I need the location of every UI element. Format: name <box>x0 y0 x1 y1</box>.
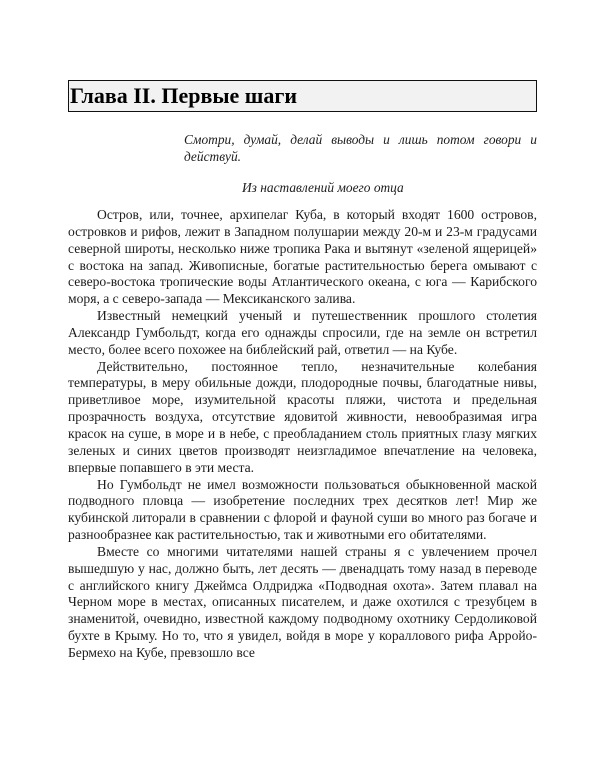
paragraph: Но Гумбольдт не имел возможности пользоваться обыкновенной маской подводного пловца — изобретение последних трех десятков лет! Мир же кубинской литорали в сравнении с флорой и фауной суши во много раз богаче и разнообразнее как растительностью, так и животными его обитателями. <box>68 476 537 543</box>
chapter-title: Глава II. Первые шаги <box>68 80 537 112</box>
epigraph-source: Из наставлений моего отца <box>242 180 404 195</box>
paragraph: Известный немецкий ученый и путешественник прошлого столетия Александр Гумбольдт, когда его однажды спросили, где на земле он встретил место, более всего похожее на библейский рай, ответил — на Кубе. <box>68 308 537 357</box>
epigraph-text: Смотри, думай, делай выводы и лишь потом говори и действуй. <box>184 132 537 164</box>
paragraph: Действительно, постоянное тепло, незначительные колебания температуры, в меру обильные дожди, плодородные почвы, благодатные нивы, приветливое море, изумительной красоты пляжи, чистота и предельная прозрачность воздуха, отсутствие ядовитой живности, невообразимая игра красок на суше, в море и в небе, с преобладанием столь приятных глазу мягких зеленых и синих цветов производят неизгладимое впечатление на человека, впервые попавшего в эти места. <box>68 358 537 475</box>
paragraph: Вместе со многими читателями нашей страны я с увлечением прочел вышедшую у нас, должно быть, лет десять — двенадцать тому назад в переводе с английского книгу Джеймса Олдриджа «Подводная охота». Затем плавал на Черном море в местах, описанных писателем, и даже охотился с трезубцем в знаменитой, очевидно, известной каждому подводному охотнику Сердоликовой бухте в Крыму. Но то, что я увидел, войдя в море у кораллового рифа Арройо-Бермехо на Кубе, превзошло все <box>68 543 537 660</box>
page-content <box>68 80 537 662</box>
body-text <box>68 207 537 662</box>
paragraph: Остров, или, точнее, архипелаг Куба, в который входят 1600 островов, островков и рифов, лежит в Западном полушарии между 20-м и 23-м градусами северной широты, несколько ниже тропика Рака и вытянут «зеленой ящерицей» с востока на запад. Живописные, богатые растительностью берега омывают с северо-востока тропические воды Атлантического океана, с юга — Карибского моря, а с северо-запада — Мексиканского залива. <box>68 207 537 307</box>
